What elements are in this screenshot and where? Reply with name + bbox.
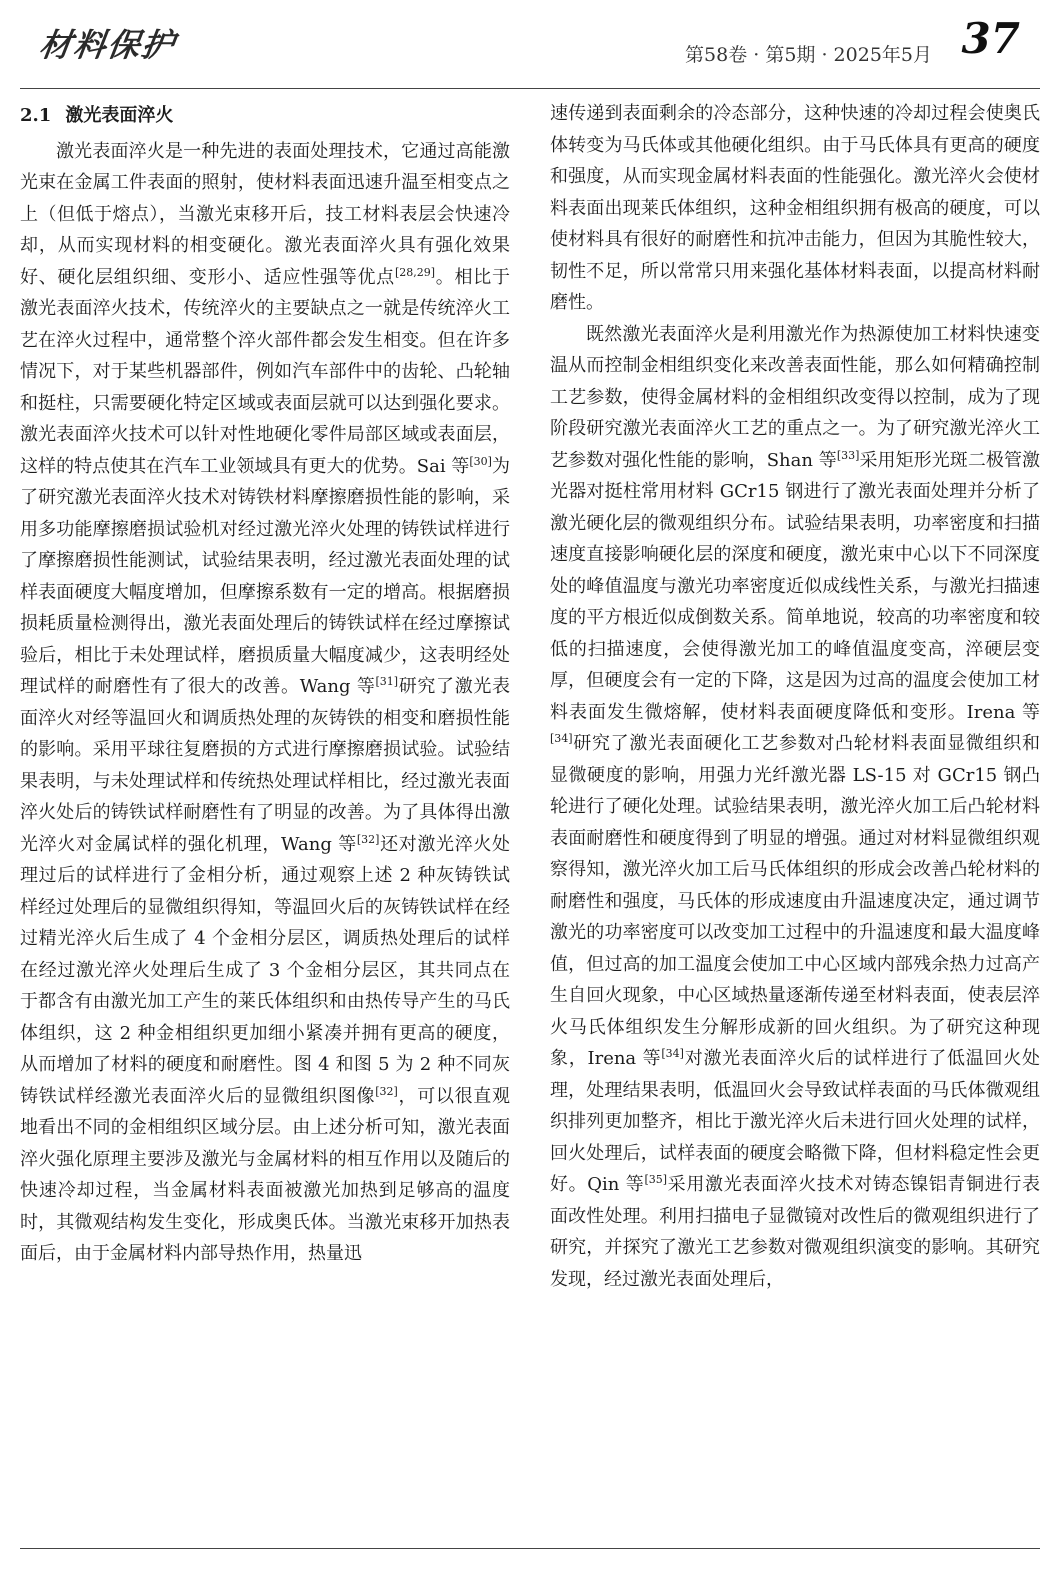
text-run: 研究了激光表面硬化工艺参数对凸轮材料表面显微组织和显微硬度的影响，用强力光纤激光器 LS-15 对 GCr15 钢凸轮进行了硬化处理。试验结果表明，激光淬火加工后凸轮材料表面耐磨性和硬度得到了明显的增强。通过对材料显微组织观察得知，激光淬火加工后马氏体组织的形成会改善凸轮材料的耐磨性和强度，马氏体的形成速度由升温速度决定，通过调节激光的功率密度可以改变加工过程中的升温速度和最大温度峰值，但过高的加工温度会使加工中心区域内部残余热力过高产生自回火现象，中心区域热量逐渐传递至材料表面，使表层淬火马氏体组织发生分解形成新的回火组织。为了研究这种现象，Irena 等 [550, 733, 1040, 1069]
citation: [30] [469, 454, 492, 468]
paragraph-right-continuation: 速传递到表面剩余的冷态部分，这种快速的冷却过程会使奥氏体转变为马氏体或其他硬化组织。由于马氏体具有更高的硬度和强度，从而实现金属材料表面的性能强化。激光淬火会使材料表面出现莱氏体组织，这种金相组织拥有极高的硬度，可以使材料具有很好的耐磨性和抗冲击能力，但因为其脆性较大，韧性不足，所以常常只用来强化基体材料表面，以提高材料耐磨性。 [550, 103, 1040, 313]
citation: [31] [375, 675, 399, 688]
page-number: 37 [961, 14, 1020, 63]
citation: [32] [356, 832, 380, 846]
section-heading [20, 100, 510, 132]
text-run: ，可以很直观地看出不同的金相组织区域分层。由上述分析可知，激光表面淬火强化原理主要涉及激光与金属材料的相互作用以及随后的快速冷却过程，当金属材料表面被激光加热到足够高的温度时，其微观结构发生变化，形成奥氏体。当激光束移开加热表面后，由于金属材料内部导热作用，热量迅 [20, 1085, 511, 1264]
citation: [34] [661, 1047, 684, 1060]
text-run: 激光表面淬火是一种先进的表面处理技术，它通过高能激光束在金属工件表面的照射，使材料表面迅速升温至相变点之上（但低于熔点），当激光束移开后，技工材料表层会快速冷却，从而实现材料的相变硬化。激光表面淬火具有强化效果好、硬化层组织细、变形小、适应性强等优点 [20, 140, 510, 288]
right-column [550, 98, 1040, 1295]
paragraph-left-1 [20, 136, 510, 1270]
section-title: 激光表面淬火 [65, 105, 174, 126]
header-rule [20, 88, 1040, 89]
left-column [20, 98, 510, 1270]
page-header [0, 0, 1060, 90]
text-run: 还对激光淬火处理过后的试样进行了金相分析，通过观察上述 2 种灰铸铁试样经过处理后的显微组织得知，等温回火后的灰铸铁试样在经过精光淬火后生成了 4 个金相分层区，调质热处理后的试样在经过激光淬火处理后生成了 3 个金相分层区，其共同点在于都含有由激光加工产生的莱氏体组织和由热传导产生的马氏体组织，这 2 种金相组织更加细小紧凑并拥有更高的硬度，从而增加了材料的硬度和耐磨性。图 4 和图 5 为 2 种不同灰铸铁试样经激光表面淬火后的显微组织图像 [20, 833, 510, 1107]
journal-logo: 材料保护 [37, 26, 179, 64]
text-run: 研究了激光表面淬火对经等温回火和调质热处理的灰铸铁的相变和磨损性能的影响。采用平球往复磨损的方式进行摩擦磨损试验。试验结果表明，与未处理试样和传统热处理试样相比，经过激光表面淬火处后的铸铁试样耐磨性有了明显的改善。为了具体得出激光淬火对金属试样的强化机理，Wang 等 [20, 676, 510, 855]
citation: [33] [836, 448, 860, 462]
text-run: 采用激光表面淬火技术对铸态镍铝青铜进行表面改性处理。利用扫描电子显微镜对改性后的微观组织进行了研究，并探究了激光工艺参数对微观组织演变的影响。其研究发现，经过激光表面处理后， [550, 1174, 1041, 1290]
text-run: 采用矩形光斑二极管激光器对挺柱常用材料 GCr15 钢进行了激光表面处理并分析了激光硬化层的微观组织分布。试验结果表明，功率密度和扫描速度直接影响硬化层的深度和硬度，激光束中心以下不同深度处的峰值温度与激光功率密度近似成线性关系，与激光扫描速度的平方根近似成倒数关系。简单地说，较高的功率密度和较低的扫描速度，会使得激光加工的峰值温度变高，淬硬层变厚，但硬度会有一定的下降，这是因为过高的温度会使加工材料表面发生微熔解，使材料表面硬度降低和变形。Irena 等 [550, 449, 1041, 723]
issue-info: 第58卷 · 第5期 · 2025年5月 [685, 44, 932, 66]
text-run: 。相比于激光表面淬火技术，传统淬火的主要缺点之一就是传统淬火工艺在淬火过程中，通常整个淬火部件都会发生相变。但在许多情况下，对于某些机器部件，例如汽车部件中的齿轮、凸轮轴和挺柱，只需要硬化特定区域或表面层就可以达到强化要求。激光表面淬火技术可以针对性地硬化零件局部区域或表面层，这样的特点使其在汽车工业领域具有更大的优势。Sai 等 [20, 266, 511, 477]
section-number: 2.1 [20, 105, 52, 126]
text-run: 为了研究激光表面淬火技术对铸铁材料摩擦磨损性能的影响，采用多功能摩擦磨损试验机对经过激光淬火处理的铸铁试样进行了摩擦磨损性能测试，试验结果表明，经过激光表面处理的试样表面硬度大幅度增加，但摩擦系数有一定的增高。根据磨损损耗质量检测得出，激光表面处理后的铸铁试样在经过摩擦试验后，相比于未处理试样，磨损质量大幅度减少，这表明经处理试样的耐磨性有了很大的改善。Wang 等 [20, 455, 511, 697]
citation: [35] [644, 1173, 668, 1186]
text-run: 对激光表面淬火后的试样进行了低温回火处理，处理结果表明，低温回火会导致试样表面的马氏体微观组织排列更加整齐，相比于激光淬火后未进行回火处理的试样，回火处理后，试样表面的硬度会略微下降，但材料稳定性会更好。Qin 等 [550, 1048, 1040, 1195]
text-run: 既然激光表面淬火是利用激光作为热源使加工材料快速变温从而控制金相组织变化来改善表面性能，那么如何精确控制工艺参数，使得金属材料的金相组织改变得以控制，成为了现阶段研究激光表面淬火工艺的重点之一。为了研究激光淬火工艺参数对强化性能的影响，Shan 等 [550, 323, 1040, 471]
citation: [28,29] [394, 265, 436, 279]
paragraph-right-2 [550, 319, 1040, 1296]
footer-rule [20, 1548, 1040, 1549]
citation: [34] [550, 732, 573, 745]
citation: [32] [375, 1084, 398, 1098]
